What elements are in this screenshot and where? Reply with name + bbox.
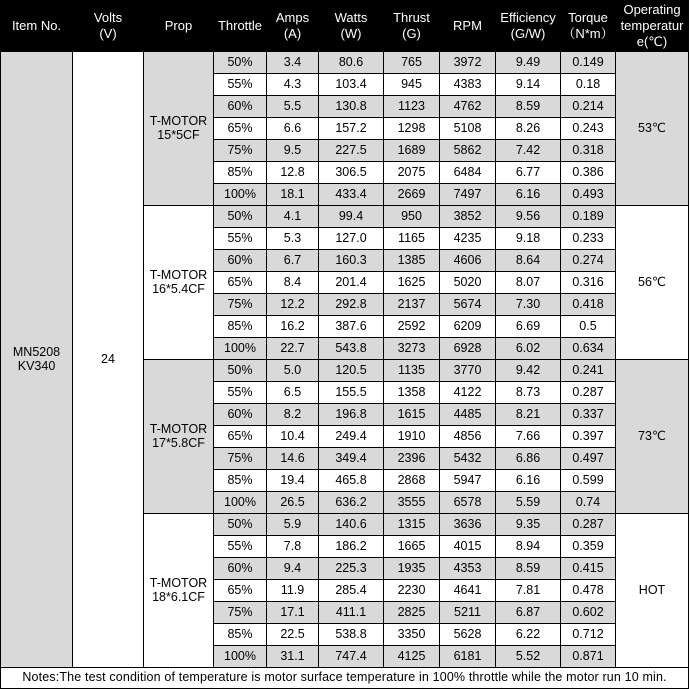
header-label: Prop: [164, 17, 193, 33]
cell-efficiency: 9.14: [496, 74, 561, 96]
cell-watts: 196.8: [319, 404, 384, 426]
cell-throttle: 50%: [214, 52, 267, 74]
cell-throttle: 55%: [214, 536, 267, 558]
cell-thrust: 1358: [384, 382, 440, 404]
cell-throttle: 50%: [214, 514, 267, 536]
cell-rpm: 7497: [440, 184, 496, 206]
cell-rpm: 5674: [440, 294, 496, 316]
cell-torque: 0.478: [561, 580, 616, 602]
cell-throttle: 65%: [214, 580, 267, 602]
cell-rpm: 5020: [440, 272, 496, 294]
cell-throttle: 55%: [214, 228, 267, 250]
cell-torque: 0.214: [561, 96, 616, 118]
cell-amps: 9.5: [267, 140, 319, 162]
cell-efficiency: 7.66: [496, 426, 561, 448]
cell-amps: 4.3: [267, 74, 319, 96]
cell-efficiency: 7.30: [496, 294, 561, 316]
cell-throttle: 75%: [214, 294, 267, 316]
cell-throttle: 75%: [214, 140, 267, 162]
cell-thrust: 1615: [384, 404, 440, 426]
cell-throttle: 100%: [214, 338, 267, 360]
cell-thrust: 2868: [384, 470, 440, 492]
cell-throttle: 100%: [214, 646, 267, 668]
cell-watts: 292.8: [319, 294, 384, 316]
prop-brand: T-MOTOR: [149, 575, 208, 590]
cell-amps: 6.6: [267, 118, 319, 140]
cell-rpm: 4606: [440, 250, 496, 272]
header-label: Volts: [93, 9, 123, 25]
cell-throttle: 60%: [214, 250, 267, 272]
prop-brand: T-MOTOR: [149, 421, 208, 436]
cell-rpm: 4015: [440, 536, 496, 558]
header-amps: [267, 1, 319, 52]
cell-throttle: 65%: [214, 426, 267, 448]
cell-amps: 3.4: [267, 52, 319, 74]
cell-torque: 0.359: [561, 536, 616, 558]
cell-efficiency: 7.42: [496, 140, 561, 162]
header-row: [1, 1, 689, 52]
cell-thrust: 1135: [384, 360, 440, 382]
cell-thrust: 1625: [384, 272, 440, 294]
cell-amps: 12.8: [267, 162, 319, 184]
cell-efficiency: 6.87: [496, 602, 561, 624]
prop-cell: [144, 360, 214, 514]
cell-thrust: 1935: [384, 558, 440, 580]
volts-cell: 24: [73, 52, 144, 668]
cell-throttle: 50%: [214, 360, 267, 382]
cell-throttle: 60%: [214, 96, 267, 118]
cell-amps: 16.2: [267, 316, 319, 338]
cell-torque: 0.418: [561, 294, 616, 316]
cell-throttle: 50%: [214, 206, 267, 228]
cell-amps: 22.5: [267, 624, 319, 646]
cell-watts: 249.4: [319, 426, 384, 448]
header-unit: (V): [99, 26, 117, 41]
cell-amps: 31.1: [267, 646, 319, 668]
cell-rpm: 5108: [440, 118, 496, 140]
cell-watts: 201.4: [319, 272, 384, 294]
cell-watts: 160.3: [319, 250, 384, 272]
cell-watts: 285.4: [319, 580, 384, 602]
cell-amps: 8.4: [267, 272, 319, 294]
cell-amps: 26.5: [267, 492, 319, 514]
cell-torque: 0.386: [561, 162, 616, 184]
cell-rpm: 5628: [440, 624, 496, 646]
cell-watts: 103.4: [319, 74, 384, 96]
cell-watts: 225.3: [319, 558, 384, 580]
header-rpm: [440, 1, 496, 52]
cell-efficiency: 5.59: [496, 492, 561, 514]
cell-torque: 0.74: [561, 492, 616, 514]
cell-torque: 0.243: [561, 118, 616, 140]
cell-watts: 387.6: [319, 316, 384, 338]
cell-torque: 0.493: [561, 184, 616, 206]
cell-thrust: 945: [384, 74, 440, 96]
cell-efficiency: 8.07: [496, 272, 561, 294]
header-prop: [144, 1, 214, 52]
cell-throttle: 55%: [214, 382, 267, 404]
cell-torque: 0.287: [561, 382, 616, 404]
cell-rpm: 5947: [440, 470, 496, 492]
cell-thrust: 1123: [384, 96, 440, 118]
cell-amps: 12.2: [267, 294, 319, 316]
header-thrust: [384, 1, 440, 52]
cell-torque: 0.337: [561, 404, 616, 426]
cell-thrust: 2230: [384, 580, 440, 602]
prop-cell: [144, 52, 214, 206]
cell-torque: 0.602: [561, 602, 616, 624]
header-label: Watts: [334, 9, 368, 25]
cell-torque: 0.274: [561, 250, 616, 272]
cell-watts: 186.2: [319, 536, 384, 558]
cell-amps: 5.9: [267, 514, 319, 536]
item-no-cell: [1, 52, 73, 668]
cell-efficiency: 9.42: [496, 360, 561, 382]
cell-amps: 18.1: [267, 184, 319, 206]
cell-efficiency: 8.94: [496, 536, 561, 558]
cell-rpm: 4856: [440, 426, 496, 448]
header-operating-temperature: [616, 1, 689, 52]
cell-torque: 0.149: [561, 52, 616, 74]
cell-amps: 22.7: [267, 338, 319, 360]
cell-efficiency: 9.35: [496, 514, 561, 536]
header-label: Amps: [275, 9, 310, 25]
cell-thrust: 1315: [384, 514, 440, 536]
cell-throttle: 85%: [214, 470, 267, 492]
header-label: Thrust: [393, 9, 430, 25]
cell-efficiency: 8.21: [496, 404, 561, 426]
cell-watts: 120.5: [319, 360, 384, 382]
cell-watts: 411.1: [319, 602, 384, 624]
prop-cell: [144, 206, 214, 360]
cell-thrust: 2592: [384, 316, 440, 338]
header-unit: e(℃): [636, 34, 668, 50]
cell-thrust: 1385: [384, 250, 440, 272]
header-unit: （N*m）: [562, 26, 614, 41]
table-body: [1, 52, 689, 668]
cell-torque: 0.871: [561, 646, 616, 668]
cell-watts: 227.5: [319, 140, 384, 162]
notes-text: Notes:The test condition of temperature is motor surface temperature in 100% throttle while the motor run 10 min.: [1, 668, 689, 689]
cell-efficiency: 9.49: [496, 52, 561, 74]
header-throttle: [214, 1, 267, 52]
cell-throttle: 100%: [214, 492, 267, 514]
cell-amps: 14.6: [267, 448, 319, 470]
item-kv: KV340: [17, 358, 56, 373]
cell-watts: 433.4: [319, 184, 384, 206]
cell-thrust: 1298: [384, 118, 440, 140]
cell-throttle: 65%: [214, 272, 267, 294]
cell-efficiency: 6.22: [496, 624, 561, 646]
header-unit: (A): [283, 26, 302, 41]
cell-rpm: 3852: [440, 206, 496, 228]
cell-thrust: 4125: [384, 646, 440, 668]
cell-rpm: 4122: [440, 382, 496, 404]
cell-efficiency: 9.18: [496, 228, 561, 250]
cell-rpm: 5211: [440, 602, 496, 624]
cell-efficiency: 7.81: [496, 580, 561, 602]
cell-throttle: 55%: [214, 74, 267, 96]
cell-torque: 0.189: [561, 206, 616, 228]
cell-rpm: 4762: [440, 96, 496, 118]
cell-efficiency: 8.73: [496, 382, 561, 404]
cell-amps: 17.1: [267, 602, 319, 624]
header-item-no: [1, 1, 73, 52]
cell-throttle: 75%: [214, 448, 267, 470]
cell-amps: 8.2: [267, 404, 319, 426]
cell-efficiency: 8.64: [496, 250, 561, 272]
cell-watts: 99.4: [319, 206, 384, 228]
cell-amps: 19.4: [267, 470, 319, 492]
temperature-cell: 73℃: [616, 360, 689, 514]
cell-watts: 306.5: [319, 162, 384, 184]
cell-throttle: 85%: [214, 162, 267, 184]
cell-torque: 0.233: [561, 228, 616, 250]
header-label: Throttle: [217, 17, 263, 33]
header-label: Item No.: [11, 17, 62, 33]
header-label: Torque: [568, 9, 608, 25]
cell-watts: 636.2: [319, 492, 384, 514]
cell-amps: 11.9: [267, 580, 319, 602]
cell-torque: 0.712: [561, 624, 616, 646]
prop-size: 15*5CF: [157, 127, 200, 142]
cell-efficiency: 6.16: [496, 184, 561, 206]
cell-watts: 80.6: [319, 52, 384, 74]
cell-rpm: 3770: [440, 360, 496, 382]
header-label: Operating temperatur: [620, 1, 684, 33]
header-unit: (G): [402, 26, 421, 41]
cell-watts: 127.0: [319, 228, 384, 250]
cell-thrust: 3350: [384, 624, 440, 646]
cell-thrust: 1689: [384, 140, 440, 162]
cell-watts: 155.5: [319, 382, 384, 404]
cell-amps: 7.8: [267, 536, 319, 558]
cell-thrust: 2825: [384, 602, 440, 624]
cell-torque: 0.318: [561, 140, 616, 162]
cell-watts: 538.8: [319, 624, 384, 646]
cell-watts: 349.4: [319, 448, 384, 470]
prop-size: 16*5.4CF: [152, 281, 205, 296]
temperature-cell: 53℃: [616, 52, 689, 206]
cell-efficiency: 9.56: [496, 206, 561, 228]
header-label: Efficiency: [500, 9, 556, 25]
temperature-cell: 56℃: [616, 206, 689, 360]
cell-torque: 0.599: [561, 470, 616, 492]
cell-torque: 0.241: [561, 360, 616, 382]
cell-throttle: 60%: [214, 404, 267, 426]
cell-thrust: 765: [384, 52, 440, 74]
cell-efficiency: 6.02: [496, 338, 561, 360]
cell-rpm: 6578: [440, 492, 496, 514]
cell-rpm: 4383: [440, 74, 496, 96]
cell-throttle: 85%: [214, 624, 267, 646]
cell-rpm: 3972: [440, 52, 496, 74]
cell-efficiency: 5.52: [496, 646, 561, 668]
cell-torque: 0.497: [561, 448, 616, 470]
cell-thrust: 2075: [384, 162, 440, 184]
header-unit: (G/W): [510, 26, 546, 41]
cell-efficiency: 6.77: [496, 162, 561, 184]
cell-rpm: 3636: [440, 514, 496, 536]
cell-torque: 0.397: [561, 426, 616, 448]
cell-amps: 5.5: [267, 96, 319, 118]
notes-row: [1, 668, 689, 689]
cell-torque: 0.415: [561, 558, 616, 580]
cell-rpm: 6928: [440, 338, 496, 360]
cell-amps: 9.4: [267, 558, 319, 580]
cell-amps: 6.5: [267, 382, 319, 404]
cell-thrust: 1665: [384, 536, 440, 558]
cell-efficiency: 8.59: [496, 558, 561, 580]
cell-efficiency: 6.16: [496, 470, 561, 492]
prop-brand: T-MOTOR: [149, 113, 208, 128]
cell-thrust: 2396: [384, 448, 440, 470]
cell-amps: 5.3: [267, 228, 319, 250]
cell-watts: 747.4: [319, 646, 384, 668]
cell-thrust: 2669: [384, 184, 440, 206]
cell-watts: 157.2: [319, 118, 384, 140]
prop-size: 17*5.8CF: [152, 435, 205, 450]
cell-torque: 0.287: [561, 514, 616, 536]
cell-torque: 0.634: [561, 338, 616, 360]
cell-thrust: 3273: [384, 338, 440, 360]
cell-torque: 0.18: [561, 74, 616, 96]
prop-brand: T-MOTOR: [149, 267, 208, 282]
cell-efficiency: 6.69: [496, 316, 561, 338]
header-unit: (W): [340, 26, 362, 41]
cell-watts: 140.6: [319, 514, 384, 536]
prop-cell: [144, 514, 214, 668]
cell-watts: 130.8: [319, 96, 384, 118]
cell-rpm: 6181: [440, 646, 496, 668]
cell-rpm: 6484: [440, 162, 496, 184]
header-volts: [73, 1, 144, 52]
cell-rpm: 4641: [440, 580, 496, 602]
header-label: RPM: [453, 17, 482, 33]
cell-amps: 5.0: [267, 360, 319, 382]
cell-torque: 0.5: [561, 316, 616, 338]
cell-rpm: 5862: [440, 140, 496, 162]
cell-efficiency: 8.59: [496, 96, 561, 118]
cell-watts: 465.8: [319, 470, 384, 492]
cell-thrust: 950: [384, 206, 440, 228]
cell-amps: 4.1: [267, 206, 319, 228]
cell-torque: 0.316: [561, 272, 616, 294]
cell-throttle: 85%: [214, 316, 267, 338]
cell-throttle: 100%: [214, 184, 267, 206]
cell-thrust: 1910: [384, 426, 440, 448]
cell-thrust: 1165: [384, 228, 440, 250]
cell-thrust: 2137: [384, 294, 440, 316]
item-model: MN5208: [12, 344, 61, 359]
cell-amps: 6.7: [267, 250, 319, 272]
cell-rpm: 4353: [440, 558, 496, 580]
header-watts: [319, 1, 384, 52]
cell-watts: 543.8: [319, 338, 384, 360]
cell-rpm: 4235: [440, 228, 496, 250]
prop-size: 18*6.1CF: [152, 589, 205, 604]
header-efficiency: [496, 1, 561, 52]
cell-rpm: 4485: [440, 404, 496, 426]
cell-rpm: 5432: [440, 448, 496, 470]
cell-amps: 10.4: [267, 426, 319, 448]
cell-efficiency: 6.86: [496, 448, 561, 470]
table-row: [1, 52, 689, 74]
temperature-cell: HOT: [616, 514, 689, 668]
header-torque: [561, 1, 616, 52]
cell-efficiency: 8.26: [496, 118, 561, 140]
cell-rpm: 6209: [440, 316, 496, 338]
cell-throttle: 75%: [214, 602, 267, 624]
cell-throttle: 60%: [214, 558, 267, 580]
cell-throttle: 65%: [214, 118, 267, 140]
cell-thrust: 3555: [384, 492, 440, 514]
